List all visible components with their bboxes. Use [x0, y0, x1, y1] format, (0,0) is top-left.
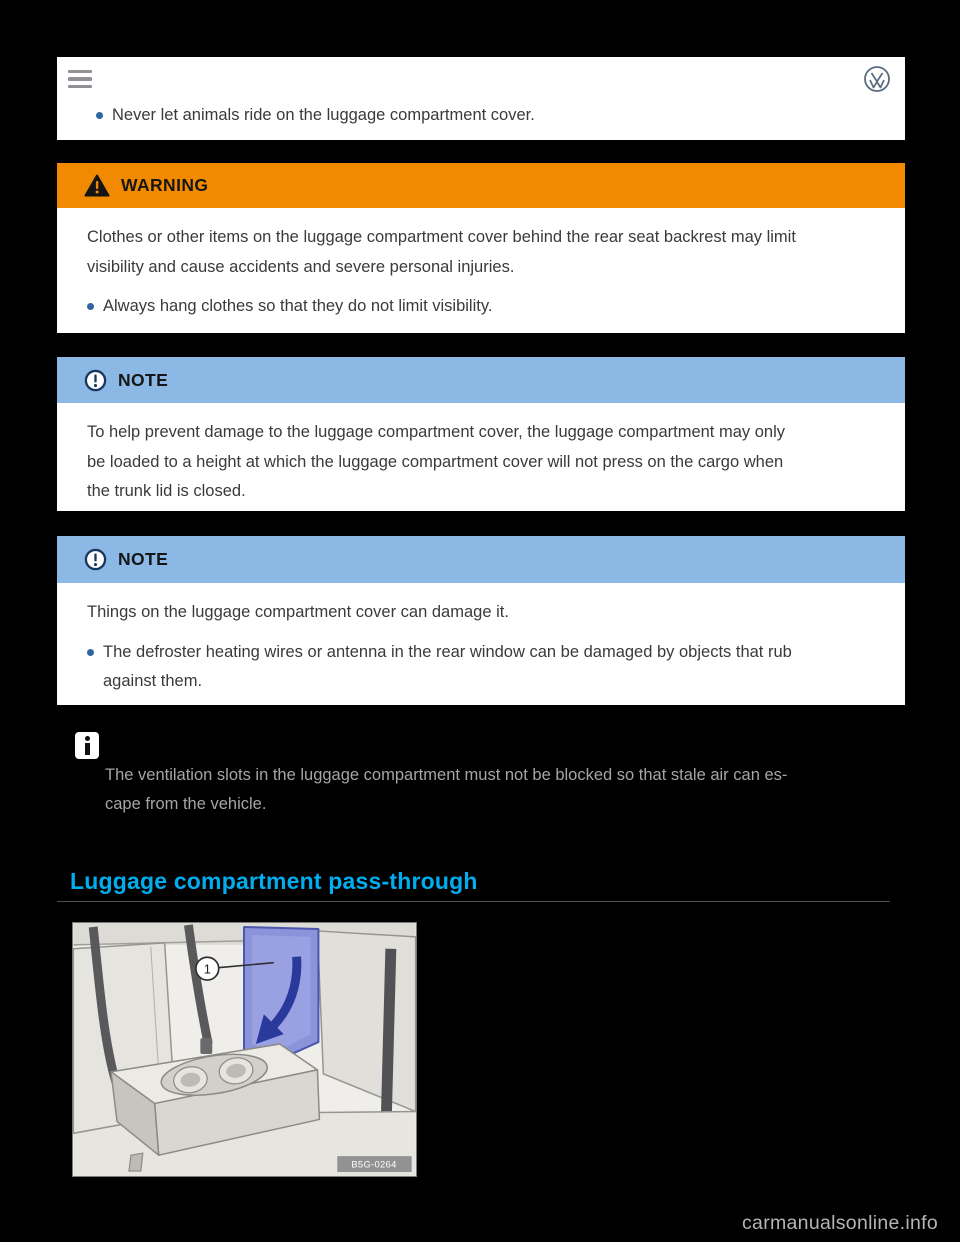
svg-text:1: 1 [203, 961, 211, 977]
rear-seat-illustration [73, 923, 416, 1176]
hamburger-icon [68, 70, 92, 73]
warning-text-line: visibility and cause accidents and severe personal injuries. [87, 257, 515, 276]
figure-pass-through [72, 922, 417, 1177]
info-tip-text: The ventilation slots in the luggage compartment must not be blocked so that stale air can es- cape from the vehicle. [105, 766, 788, 813]
note-body [57, 403, 905, 511]
list-item [96, 101, 535, 131]
heading-divider [57, 901, 890, 902]
note-title: NOTE [118, 549, 169, 569]
note-exclamation-icon [84, 369, 107, 392]
list-item [87, 638, 877, 697]
note-text-line: be loaded to a height at which the luggage compartment cover will not press on the cargo when [87, 452, 784, 471]
note-text-line: Things on the luggage compartment cover can damage it. [87, 603, 509, 621]
vw-logo-icon[interactable] [863, 65, 891, 93]
warning-triangle-icon [84, 174, 110, 197]
note-exclamation-icon [84, 548, 107, 571]
warning-body [57, 208, 905, 333]
pass-through-panel [244, 927, 318, 1064]
svg-text:B5G-0264: B5G-0264 [351, 1158, 397, 1170]
menu-button[interactable] [68, 70, 92, 88]
warning-header [57, 163, 905, 208]
intro-bullet-text: Never let animals ride on the luggage compartment cover. [112, 106, 535, 124]
note-body [57, 583, 905, 705]
page-header-block [57, 57, 905, 140]
page-title: Luggage compartment pass-through [70, 868, 478, 894]
bullet-icon [96, 112, 103, 119]
warning-text-line: Clothes or other items on the luggage compartment cover behind the rear seat backrest may limit [87, 228, 796, 246]
warning-title: WARNING [121, 175, 209, 195]
note-header [57, 357, 905, 403]
note-header [57, 536, 905, 583]
bullet-icon [87, 303, 94, 310]
list-item [87, 292, 877, 322]
figure-code-label [337, 1156, 411, 1172]
info-booklet-icon [75, 732, 99, 759]
note-text-line: To help prevent damage to the luggage compartment cover, the luggage compartment may only [87, 423, 785, 441]
watermark-link[interactable]: carmanualsonline.info [742, 1212, 938, 1234]
note-text-line: the trunk lid is closed. [87, 482, 246, 500]
bullet-icon [87, 649, 94, 656]
note-bullet-text: The defroster heating wires or antenna in the rear window can be damaged by objects that rub against them. [103, 642, 792, 690]
note-title: NOTE [118, 369, 169, 390]
warning-bullet-text: Always hang clothes so that they do not limit visibility. [103, 297, 493, 315]
